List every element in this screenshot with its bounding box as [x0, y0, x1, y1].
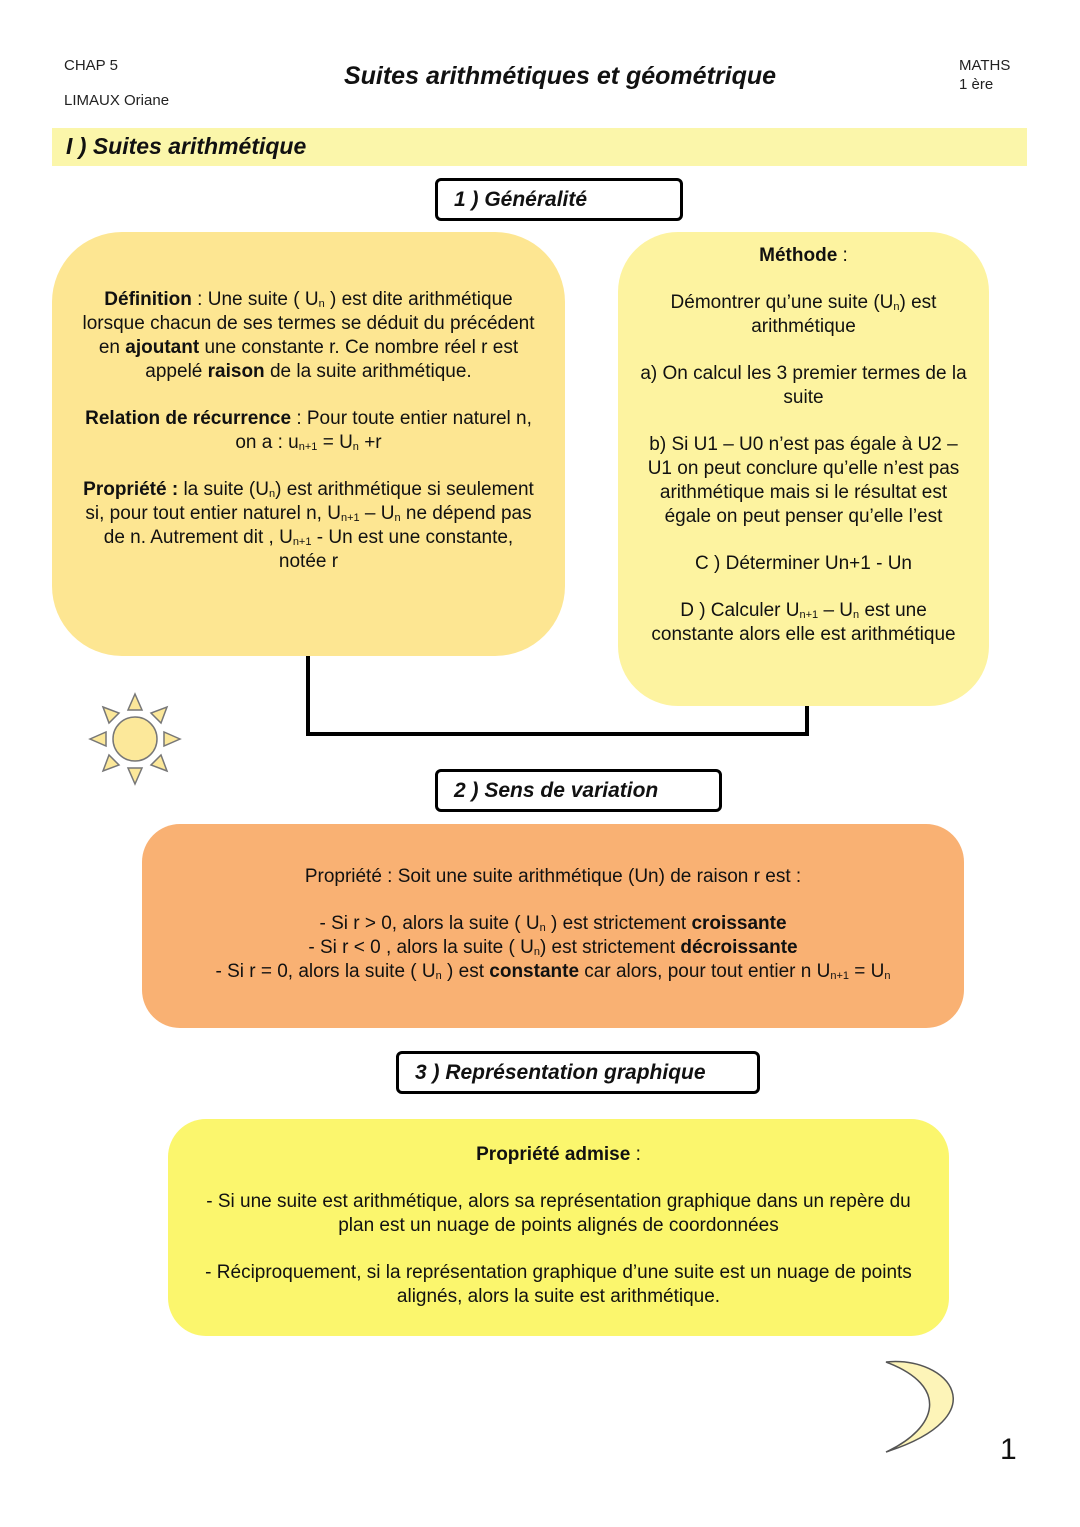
variation-intro: Propriété : Soit une suite arithmétique (Un) de raison r est :	[304, 866, 802, 887]
definition-label: Définition	[104, 289, 192, 310]
recurrence-label: Relation de récurrence	[85, 408, 292, 429]
graphique-bubble	[168, 1119, 949, 1336]
recurrence-paragraph: Relation de récurrence : Pour toute entier naturel n, on a : $u_{n+1} = U_n +r$	[85, 408, 532, 453]
definition-paragraph: Définition : Une suite ( $U_n$ ) est dite arithmétique lorsque chacun de ses termes se déduit du précédent en ajoutant une constante r. Ce nombre réel r est appelé raison de la suite arithmétique.	[82, 289, 535, 382]
level-label: 1 ère	[959, 76, 994, 93]
page-number: 1	[1000, 1433, 1017, 1466]
sun-icon	[88, 692, 182, 786]
author-name: LIMAUX Oriane	[64, 92, 170, 109]
propriete-label: Propriété :	[83, 479, 179, 500]
graphique-paragraph-2: - Réciproquement, si la représentation graphique d’une suite est un nuage de points alignés, alors la suite est arithmétique.	[205, 1262, 912, 1307]
variation-line-zero: - Si r = 0, alors la suite ( $U_n$ ) est constante car alors, pour tout entier n $U_{n+1} = U_n$	[215, 961, 891, 982]
moon-icon	[880, 1356, 984, 1456]
section-title: I ) Suites arithmétique	[66, 133, 307, 159]
variation-line-negative: - Si r < 0 , alors la suite ( $U_n$) est strictement décroissante	[308, 937, 798, 958]
subsection-heading-graphique: 3 ) Représentation graphique	[396, 1051, 760, 1094]
definition-bubble	[52, 232, 565, 656]
variation-line-positive: - Si r > 0, alors la suite ( $U_n$ ) est strictement croissante	[319, 913, 787, 934]
subject-label: MATHS	[959, 57, 1011, 74]
graphique-title: Propriété admise :	[476, 1144, 641, 1165]
chapter-label: CHAP 5	[64, 57, 118, 74]
variation-bubble	[142, 824, 964, 1028]
page-title: Suites arithmétiques et géométrique	[343, 62, 777, 90]
methode-title: Méthode :	[759, 245, 848, 266]
methode-step-d: D ) Calculer $U_{n+1} - U_n$ est une constante alors elle est arithmétique	[651, 600, 956, 645]
subsection-heading-generalite: 1 ) Généralité	[435, 178, 683, 221]
propriete-paragraph: Propriété : la suite $(U_n)$ est arithmétique si seulement si, pour tout entier naturel n, $U_{n+1} - U_n$ ne dépend pas de n. Autrement dit , $U_{n+1}$ - Un est une constante, notée r	[83, 479, 534, 572]
methode-intro: Démontrer qu’une suite $(U_n)$ est arithmétique	[670, 292, 937, 337]
methode-bubble	[618, 232, 989, 706]
methode-step-a: a) On calcul les 3 premier termes de la suite	[640, 363, 967, 408]
graphique-paragraph-1: - Si une suite est arithmétique, alors sa représentation graphique dans un repère du plan est un nuage de points alignés de coordonnées	[206, 1191, 911, 1236]
methode-step-c: C ) Déterminer Un+1 - Un	[695, 553, 912, 574]
subsection-heading-variation: 2 ) Sens de variation	[435, 769, 722, 812]
methode-step-b: b) Si U1 – U0 n’est pas égale à U2 – U1 on peut conclure qu’elle n’est pas arithmétique mais si le résultat est égale on peut penser qu’elle l’est	[647, 434, 960, 527]
